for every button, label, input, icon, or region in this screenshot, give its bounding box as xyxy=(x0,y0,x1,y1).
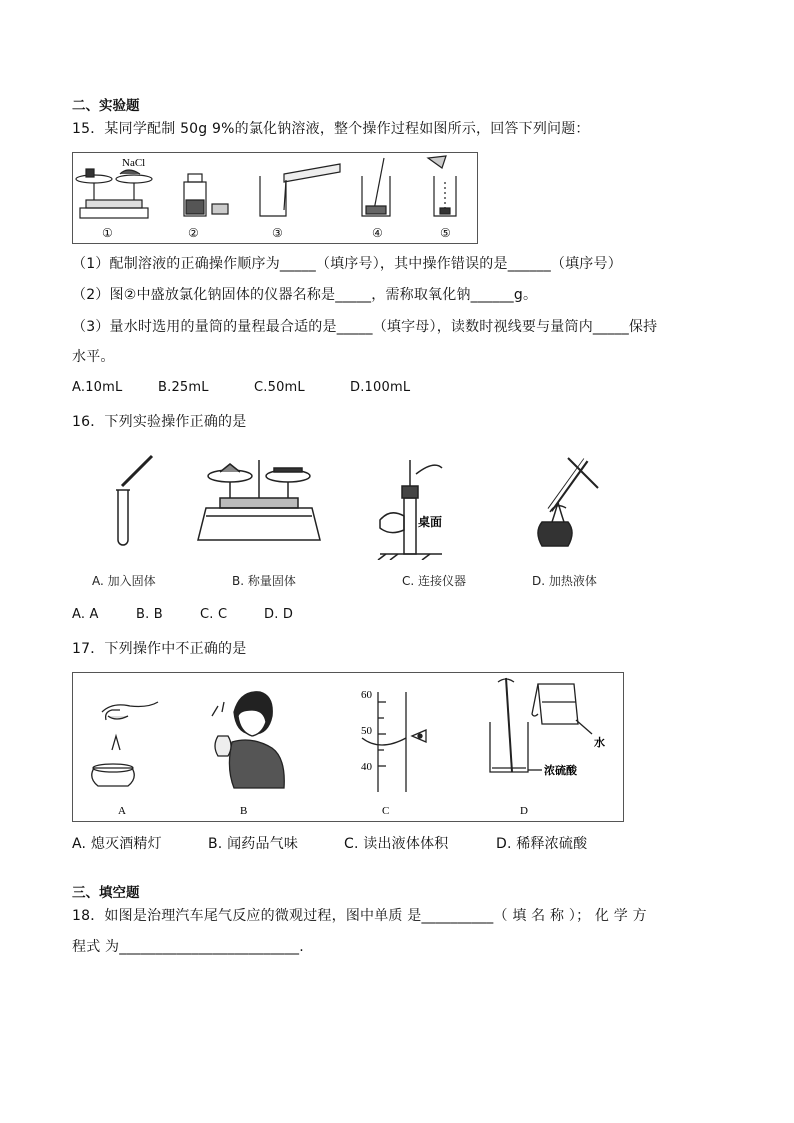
q16-caption-a: A. 加入固体 xyxy=(92,574,156,588)
q15-option-a: A.10mL xyxy=(72,380,123,395)
q16-figure xyxy=(80,450,640,560)
q15-option-c: C.50mL xyxy=(254,380,305,395)
fig-letter-d: D xyxy=(520,805,528,817)
section-title-fill-in: 三、填空题 xyxy=(72,885,140,901)
dilute-acid-icon xyxy=(490,678,592,772)
q15-part1: （1）配制溶液的正确操作顺序为_____（填序号），其中操作错误的是______（填序号） xyxy=(72,256,622,272)
alcohol-lamp-icon xyxy=(538,456,598,546)
fig-num-5: ⑤ xyxy=(440,226,451,240)
q17-stem: 17．下列操作中不正确的是 xyxy=(72,641,247,657)
q16-options xyxy=(72,607,293,622)
q18-line2: 程式 为_________________________. xyxy=(72,939,304,955)
q15-part3-line2: 水平。 xyxy=(72,349,115,365)
q17-option-b: B. 闻药品气味 xyxy=(208,836,299,852)
q17-options xyxy=(72,833,587,853)
q16-figure-drawing xyxy=(80,450,640,560)
section-title-experiment: 二、实验题 xyxy=(72,98,140,114)
q15-option-d: D.100mL xyxy=(350,380,411,395)
q15-figure xyxy=(72,152,478,244)
q17-option-a: A. 熄灭酒精灯 xyxy=(72,836,162,852)
extinguish-lamp-icon xyxy=(92,702,158,786)
q16-option-c: C. C xyxy=(200,607,228,622)
beaker-stir-icon xyxy=(362,158,390,216)
q16-stem: 16．下列实验操作正确的是 xyxy=(72,414,247,430)
q16-caption-b: B. 称量固体 xyxy=(232,574,296,588)
fig-num-4: ④ xyxy=(372,226,383,240)
q17-option-c: C. 读出液体体积 xyxy=(344,836,449,852)
water-label: 水 xyxy=(594,736,605,749)
bottle-label-icon xyxy=(428,156,456,216)
acid-label: 浓硫酸 xyxy=(544,764,577,777)
q15-options xyxy=(72,380,410,395)
fig-num-2: ② xyxy=(188,226,199,240)
fig-letter-a: A xyxy=(118,805,126,817)
q15-stem: 15．某同学配制 50g 9%的氯化钠溶液，整个操作过程如图所示，回答下列问题： xyxy=(72,121,590,137)
q16-option-b: B. B xyxy=(136,607,163,622)
test-tube-icon xyxy=(116,456,152,545)
q17-figure xyxy=(72,672,624,822)
scale-40: 40 xyxy=(361,761,372,773)
scale-50: 50 xyxy=(361,725,372,737)
q16-option-d: D. D xyxy=(264,607,294,622)
nacl-label: NaCl xyxy=(122,157,146,169)
q17-figure-drawing xyxy=(72,672,624,822)
q16-caption-d: D. 加热液体 xyxy=(532,574,597,588)
q15-part2: （2）图②中盛放氯化钠固体的仪器名称是_____，需称取氧化钠______g。 xyxy=(72,287,538,303)
q18-line1: 18．如图是治理汽车尾气反应的微观过程，图中单质 是__________（ 填 名 称 ）； 化 学 方 xyxy=(72,908,647,924)
q16-option-a: A. A xyxy=(72,607,99,622)
graduated-cylinder-icon xyxy=(362,692,426,792)
fig-num-1: ① xyxy=(102,226,113,240)
balance-scale-icon xyxy=(198,460,320,540)
scale-60: 60 xyxy=(361,689,372,701)
fig-num-3: ③ xyxy=(272,226,283,240)
beaker-pour-icon xyxy=(260,164,340,216)
boy-smelling-icon xyxy=(212,692,284,788)
q15-part3-line1: （3）量水时选用的量筒的量程最合适的是_____（填字母），读数时视线要与量筒内_____保持 xyxy=(72,319,658,335)
desk-label: 桌面 xyxy=(418,515,443,529)
fig-letter-b: B xyxy=(240,805,248,817)
q15-option-b: B.25mL xyxy=(158,380,209,395)
reagent-bottle-icon xyxy=(184,174,228,216)
q17-option-d: D. 稀释浓硫酸 xyxy=(496,836,588,852)
q16-caption-c: C. 连接仪器 xyxy=(402,574,467,588)
balance-icon xyxy=(76,169,152,218)
fig-letter-c: C xyxy=(382,805,390,817)
connecting-apparatus-icon xyxy=(378,460,442,560)
